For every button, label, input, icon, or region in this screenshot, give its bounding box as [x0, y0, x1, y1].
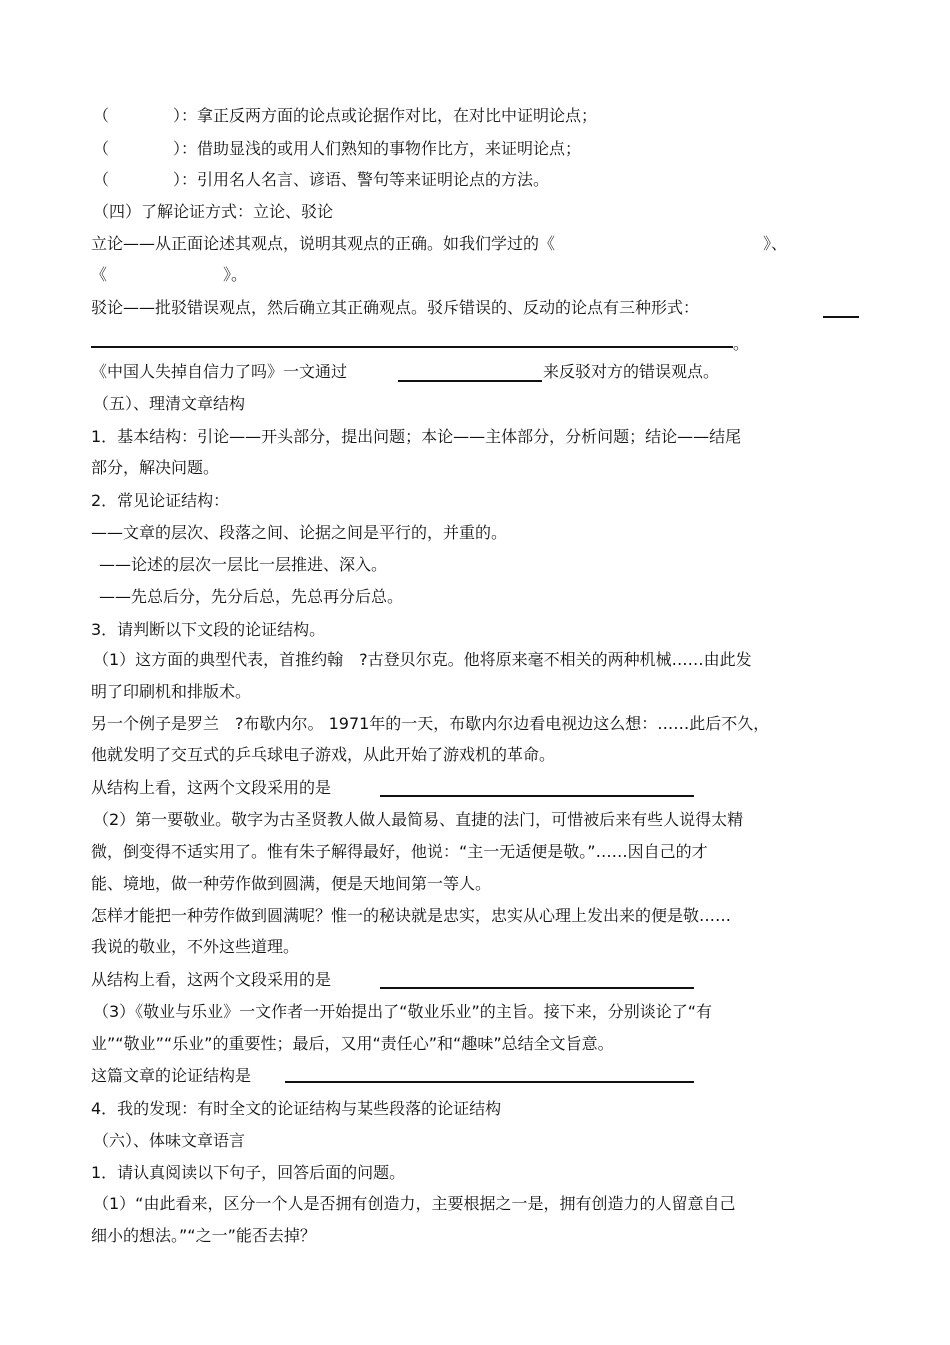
question1-line-b: 细小的想法。”“之一”能否去掉？ — [91, 1226, 316, 1245]
read-instruction: 1．请认真阅读以下句子，回答后面的问题。 — [91, 1163, 406, 1182]
passage2-line-d: 怎样才能把一种劳作做到圆满呢？惟一的秘诀就是忠实，忠实从心理上发出来的便是敬…… — [91, 906, 732, 925]
passage2-line-a: （2）第一要敬业。敬字为古圣贤教人做人最简易、直捷的法门，可惜被后来有些人说得太精 — [93, 810, 744, 829]
basic-structure-1: 1．基本结构：引论——开头部分，提出问题；本论——主体部分，分析问题；结论——结尾 — [91, 427, 742, 446]
passage1-line-c: 另一个例子是罗兰 ?布歇内尔。 1971年的一天，布歇内尔边看电视边这么想：……此后不久， — [91, 714, 770, 733]
section5-title: （五）、理清文章结构 — [93, 394, 246, 413]
common-structure-3: ——先总后分，先分后总，先总再分后总。 — [99, 587, 404, 606]
method-contrast: （ ）：拿正反两方面的论点或论据作对比，在对比中证明论点； — [93, 106, 598, 125]
common-structure-1: ——文章的层次、段落之间、论据之间是平行的，并重的。 — [91, 523, 508, 542]
common-structure-2: ——论述的层次一层比一层推进、深入。 — [99, 555, 388, 574]
structure-question-3: 这篇文章的论证结构是 — [91, 1066, 252, 1085]
section6-title: （六）、体味文章语言 — [93, 1131, 246, 1150]
structure-question-1: 从结构上看，这两个文段采用的是 — [91, 778, 332, 797]
basic-structure-2: 部分，解决问题。 — [91, 458, 220, 477]
method-quote: （ ）：引用名人名言、谚语、警句等来证明论点的方法。 — [93, 170, 550, 189]
passage2-line-c: 能、境地，做一种劳作做到圆满，便是天地间第一等人。 — [91, 874, 492, 893]
question1-line-a: （1）“由此看来，区分一个人是否拥有创造力，主要根据之一是，拥有创造力的人留意自己 — [93, 1194, 736, 1213]
passage2-line-e: 我说的敬业，不外这些道理。 — [91, 937, 300, 956]
structure-answer-blank-3[interactable] — [285, 1081, 694, 1083]
passage1-line-b: 明了印刷机和排版术。 — [91, 682, 252, 701]
lilun-close1: 》、 — [763, 234, 788, 253]
structure-answer-blank-1[interactable] — [380, 795, 694, 797]
lilun-line2-close: 》。 — [223, 265, 248, 284]
bolun-line: 驳论——批驳错误观点，然后确立其正确观点。驳斥错误的、反动的论点有三种形式： — [91, 298, 700, 317]
bolun-blank[interactable] — [823, 316, 859, 318]
finding-line: 4．我的发现：有时全文的论证结构与某些段落的论证结构 — [91, 1099, 502, 1118]
section4-title: （四）了解论证方式：立论、驳论 — [93, 202, 334, 221]
judge-title: 3．请判断以下文段的论证结构。 — [91, 620, 326, 639]
common-structure-title: 2．常见论证结构： — [91, 491, 230, 510]
china-line-post: 来反驳对方的错误观点。 — [543, 362, 720, 381]
passage2-line-b: 微，倒变得不适实用了。惟有朱子解得最好，他说：“主一无适便是敬。”……因自己的才 — [91, 842, 708, 861]
structure-question-2: 从结构上看，这两个文段采用的是 — [91, 970, 332, 989]
bolun-period: 。 — [733, 334, 750, 353]
bolun-blank-continued[interactable] — [91, 346, 733, 348]
passage1-line-a: （1）这方面的典型代表，首推约翰 ?古登贝尔克。他将原来毫不相关的两种机械……由此发 — [93, 650, 752, 669]
passage1-line-d: 他就发明了交互式的乒乓球电子游戏，从此开始了游戏机的革命。 — [91, 745, 556, 764]
structure-answer-blank-2[interactable] — [380, 987, 694, 989]
passage3-line-b: 业”“敬业”“乐业”的重要性；最后，又用“责任心”和“趣味”总结全文旨意。 — [91, 1034, 614, 1053]
method-metaphor: （ ）：借助显浅的或用人们熟知的事物作比方，来证明论点； — [93, 139, 582, 158]
passage3-line-a: （3）《敬业与乐业》一文作者一开始提出了“敬业乐业”的主旨。接下来，分别谈论了“有 — [93, 1002, 713, 1021]
china-line-pre: 《中国人失掉自信力了吗》一文通过 — [91, 362, 348, 381]
lilun-line2-open: 《 — [91, 265, 108, 284]
lilun-line1: 立论——从正面论述其观点，说明其观点的正确。如我们学过的《 — [91, 234, 556, 253]
china-blank[interactable] — [398, 380, 542, 382]
